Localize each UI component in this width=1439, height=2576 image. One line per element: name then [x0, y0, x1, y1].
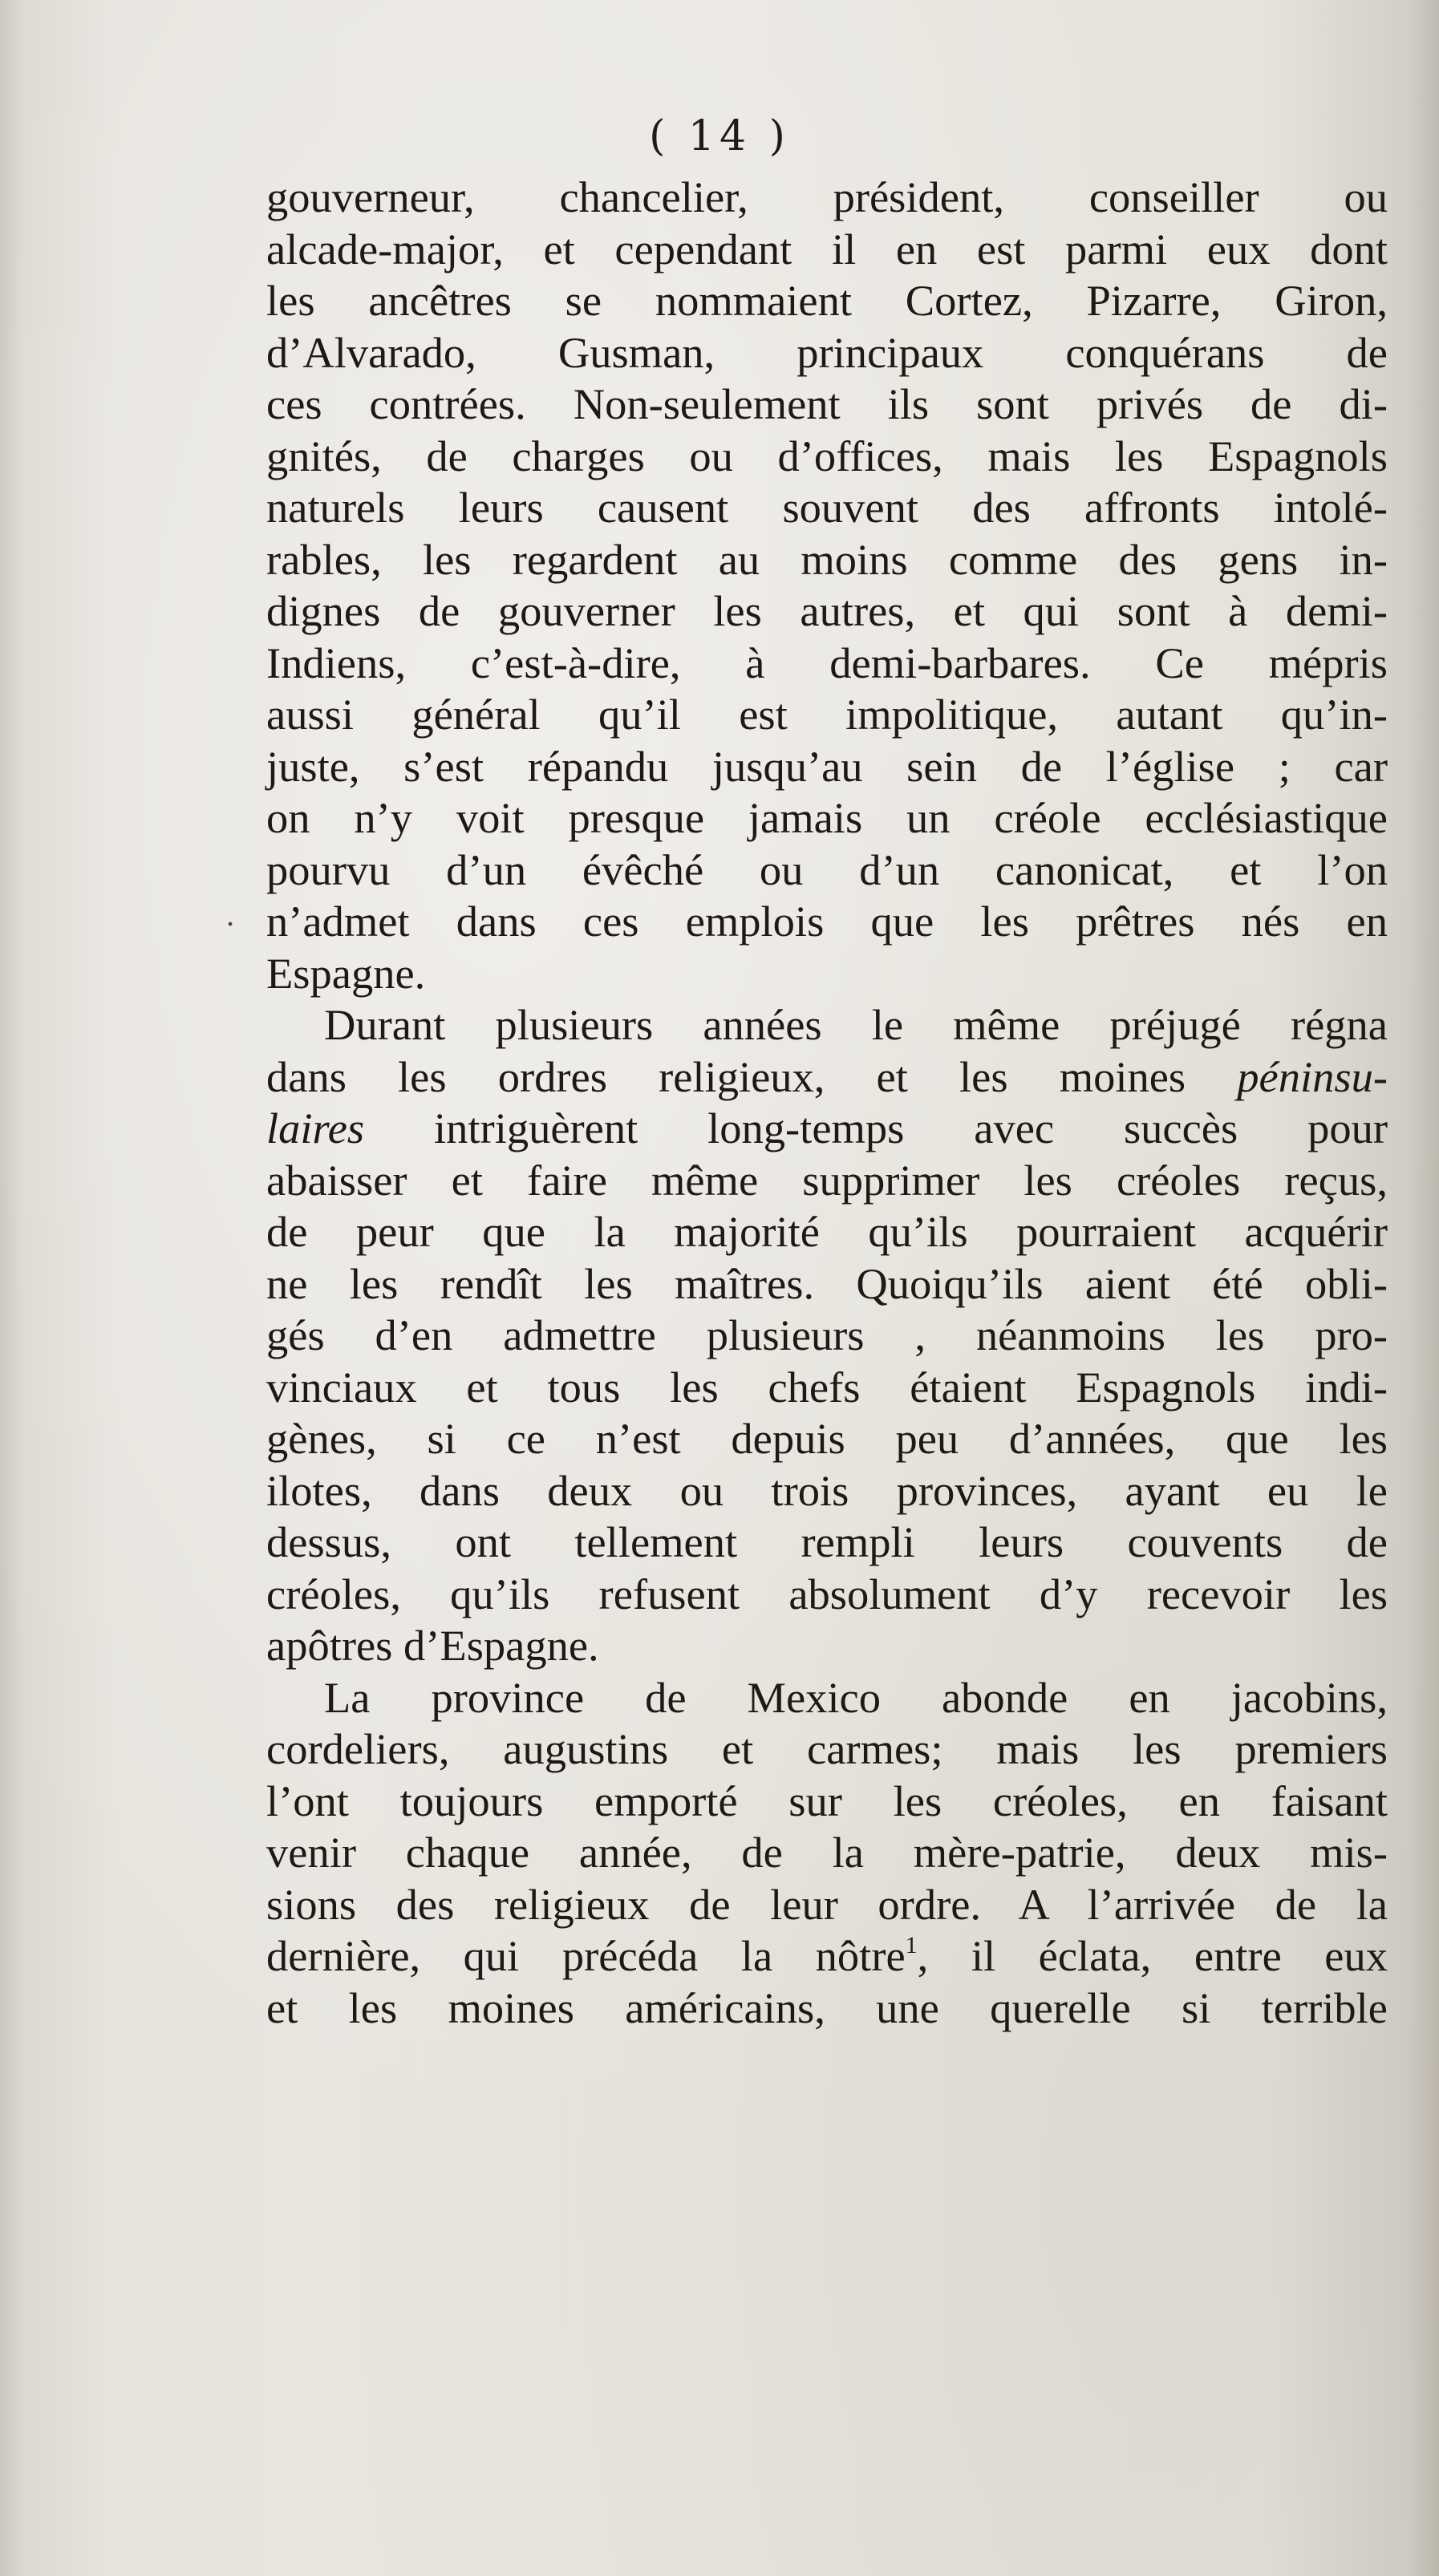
text-line: naturels leurs causent souvent des affronts intolé-	[266, 483, 1388, 532]
text-line: ne les rendît les maîtres. Quoiqu’ils aient été obli-	[266, 1258, 1388, 1308]
text-line: apôtres d’Espagne.	[266, 1621, 599, 1670]
text-line: juste, s’est répandu jusqu’au sein de l’église ; car	[266, 741, 1388, 791]
text-line: vinciaux et tous les chefs étaient Espagnols indi-	[266, 1362, 1388, 1412]
page-right-shadow	[1407, 0, 1439, 2576]
text-span: dernière, qui précéda la nôtre	[266, 1931, 906, 1980]
paragraph-start: Durant plusieurs années le même préjugé régna	[324, 1000, 1388, 1049]
paragraph-start: La province de Mexico abonde en jacobins,	[324, 1672, 1388, 1722]
text-line: cordeliers, augustins et carmes; mais les premiers	[266, 1724, 1388, 1773]
text-line: n’admet dans ces emplois que les prêtres nés en	[266, 897, 1388, 946]
footnote-marker: 1	[905, 1932, 918, 1958]
text-line: Espagne.	[266, 948, 426, 998]
text-span: , il éclata, entre eux	[917, 1931, 1388, 1980]
text-line: venir chaque année, de la mère-patrie, deux mis-	[266, 1828, 1388, 1877]
text-line: abaisser et faire même supprimer les créoles reçus,	[266, 1155, 1388, 1205]
page-number: ( 14 )	[649, 112, 790, 160]
italic-word: péninsu-	[1237, 1051, 1388, 1101]
text-line: gés d’en admettre plusieurs , néanmoins les pro-	[266, 1310, 1388, 1359]
text-line: ces contrées. Non-seulement ils sont privés de di-	[266, 379, 1388, 428]
text-line	[266, 1103, 1388, 1155]
text-line: alcade-major, et cependant il en est parmi eux dont	[266, 224, 1388, 273]
text-line: de peur que la majorité qu’ils pourraient acquérir	[266, 1207, 1388, 1256]
text-line: Indiens, c’est-à-dire, à demi-barbares. Ce mépris	[266, 638, 1388, 687]
text-line: aussi général qu’il est impolitique, autant qu’in-	[266, 690, 1388, 739]
text-line: dessus, ont tellement rempli leurs couvents de	[266, 1517, 1388, 1566]
text-line: l’ont toujours emporté sur les créoles, en faisant	[266, 1776, 1388, 1825]
text-line: d’Alvarado, Gusman, principaux conquérans de	[266, 327, 1388, 377]
text-span: dans les ordres religieux, et les moines	[266, 1051, 1238, 1101]
text-line: gnités, de charges ou d’offices, mais les Espagnols	[266, 431, 1388, 480]
text-line	[266, 1051, 1388, 1104]
text-line: pourvu d’un évêché ou d’un canonicat, et l’on	[266, 844, 1388, 894]
page-left-shadow	[0, 0, 24, 2576]
text-line: on n’y voit presque jamais un créole ecclésiastique	[266, 793, 1388, 842]
text-line: ilotes, dans deux ou trois provinces, ayant eu le	[266, 1465, 1388, 1515]
text-line: gènes, si ce n’est depuis peu d’années, que les	[266, 1414, 1388, 1463]
text-line: rables, les regardent au moins comme des gens in-	[266, 534, 1388, 584]
text-line: les ancêtres se nommaient Cortez, Pizarre, Giron,	[266, 276, 1388, 325]
text-span: intriguèrent long-temps avec succès pour	[364, 1104, 1388, 1152]
text-line	[266, 1930, 1388, 1983]
italic-word: laires	[266, 1104, 365, 1152]
text-line: sions des religieux de leur ordre. A l’arrivée de la	[266, 1879, 1388, 1929]
body-text	[266, 172, 1389, 2034]
margin-mark: .	[226, 897, 234, 933]
text-line: dignes de gouverner les autres, et qui sont à demi-	[266, 586, 1388, 635]
text-line: créoles, qu’ils refusent absolument d’y recevoir les	[266, 1569, 1388, 1618]
text-line: gouverneur, chancelier, président, conseiller ou	[266, 172, 1388, 221]
text-line: et les moines américains, une querelle si terrible	[266, 1983, 1388, 2032]
